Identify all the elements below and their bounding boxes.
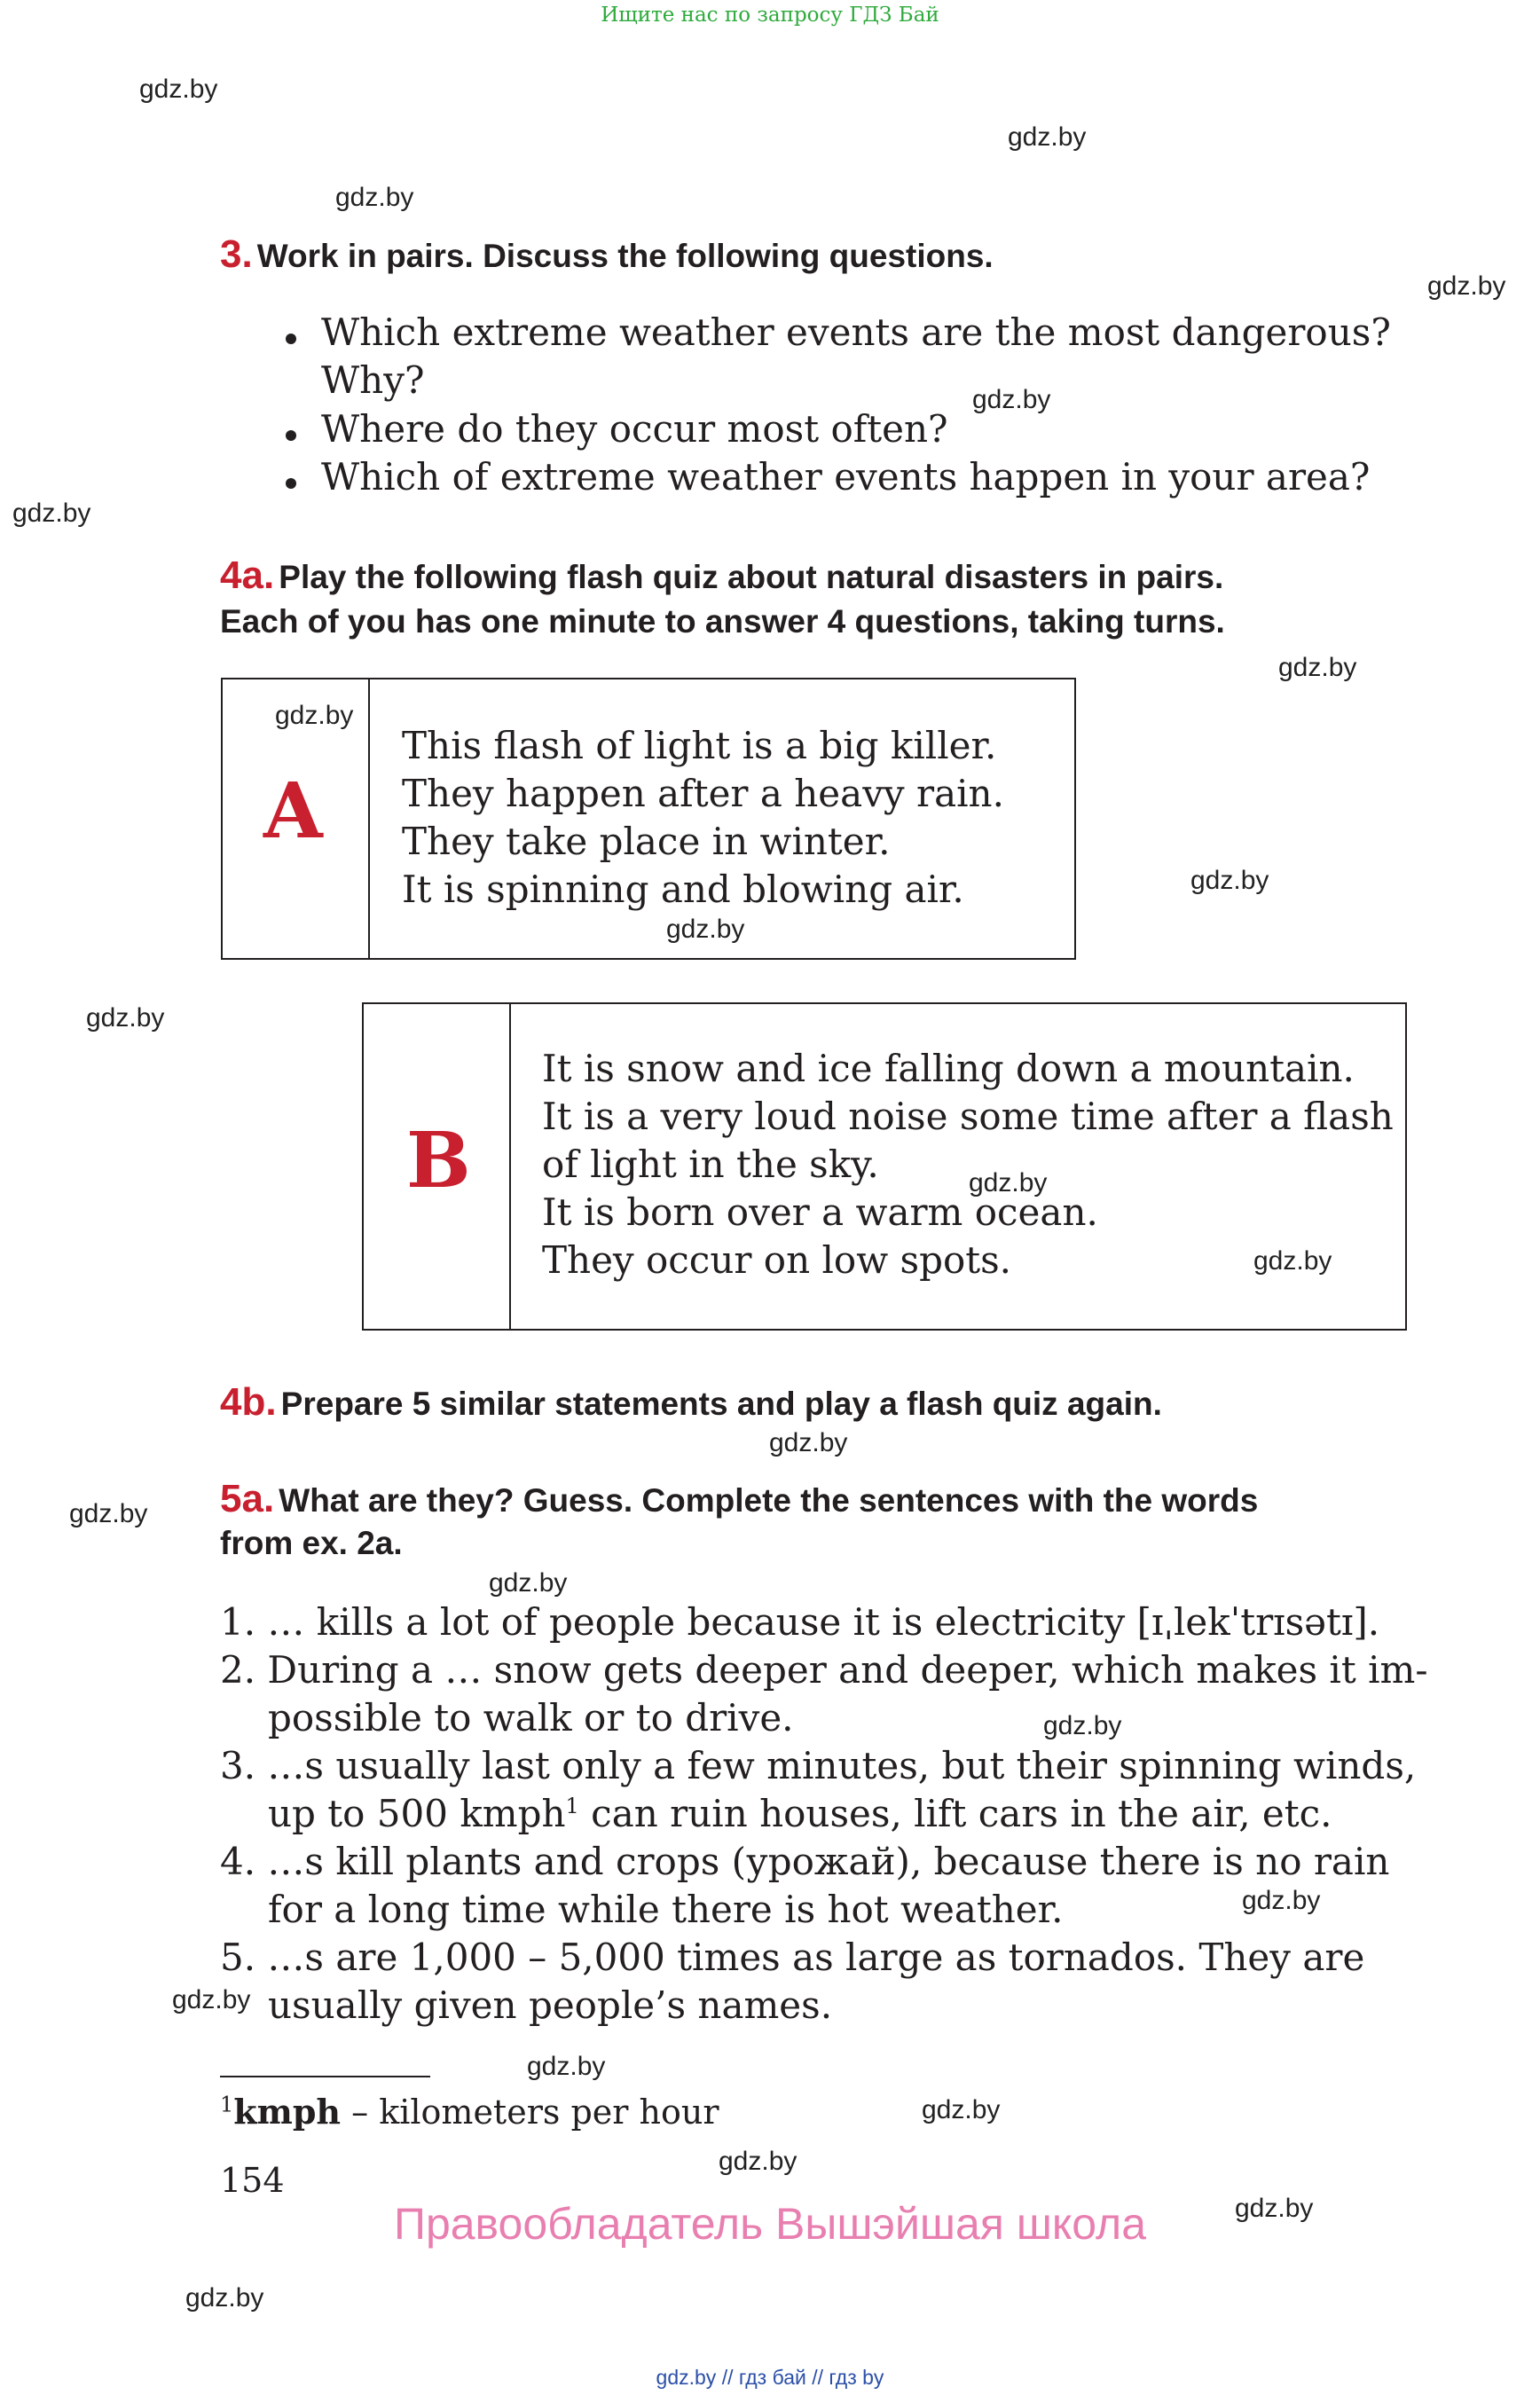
footnote — [220, 2092, 719, 2132]
watermark: gdz.by — [527, 2052, 606, 2081]
watermark: gdz.by — [12, 499, 91, 528]
watermark: gdz.by — [1043, 1711, 1122, 1740]
watermark: gdz.by — [969, 1168, 1048, 1198]
sentence-text: can ruin houses, lift cars in the air, etc. — [591, 1792, 1332, 1835]
quiz-statement: It is spinning and blowing air. — [402, 868, 964, 911]
watermark: gdz.by — [769, 1428, 848, 1457]
sentence-item: usually given people’s names. — [268, 1983, 833, 2027]
top-banner: Ищите нас по запросу ГДЗ Бай — [601, 4, 939, 27]
exercise-3-heading — [220, 232, 994, 277]
watermark: gdz.by — [1427, 271, 1506, 301]
sentence-item: 2. During a … snow gets deeper and deeper, which makes it im- — [220, 1648, 1428, 1692]
sentence-text: up to 500 kmph — [268, 1792, 566, 1835]
watermark: gdz.by — [1008, 122, 1087, 152]
sentence-item: 3. …s usually last only a few minutes, but their spinning winds, — [220, 1744, 1417, 1787]
watermark: gdz.by — [1235, 2194, 1314, 2223]
question-item: Which extreme weather events are the most dangerous? — [321, 310, 1391, 354]
watermark: gdz.by — [185, 2283, 264, 2313]
page-number: 154 — [220, 2161, 285, 2200]
watermark: gdz.by — [1242, 1886, 1321, 1915]
sentence-item — [268, 1792, 1332, 1835]
quiz-statement: They take place in winter. — [402, 820, 891, 863]
watermark: gdz.by — [719, 2147, 798, 2176]
quiz-statement: of light in the sky. — [542, 1143, 879, 1186]
watermark: gdz.by — [86, 1003, 165, 1033]
exercise-instruction: Work in pairs. Discuss the following questions. — [256, 238, 994, 274]
sentence-item: 1. … kills a lot of people because it is electricity [ɪˌlekˈtrɪsətɪ]. — [220, 1600, 1380, 1644]
question-item: Which of extreme weather events happen in your area? — [321, 455, 1371, 499]
exercise-instruction: Play the following flash quiz about natural disasters in pairs. — [279, 559, 1224, 595]
bottom-links[interactable]: gdz.by // гдз бай // гдз by — [656, 2366, 884, 2389]
quiz-letter: A — [263, 766, 323, 856]
exercise-4b-heading — [220, 1380, 1162, 1425]
watermark: gdz.by — [666, 915, 745, 944]
footnote-definition: – kilometers per hour — [351, 2093, 719, 2132]
bullet-icon — [286, 334, 296, 344]
footnote-term: kmph — [233, 2092, 342, 2132]
watermark: gdz.by — [922, 2095, 1001, 2124]
watermark: gdz.by — [172, 1985, 251, 2014]
question-item: Where do they occur most often? — [321, 407, 948, 451]
exercise-number: 5a. — [220, 1477, 275, 1520]
exercise-instruction: Prepare 5 similar statements and play a flash quiz again. — [280, 1386, 1162, 1422]
exercise-instruction: from ex. 2a. — [220, 1525, 403, 1561]
quiz-statement: It is a very loud noise some time after a flash — [542, 1095, 1394, 1138]
watermark: gdz.by — [69, 1499, 148, 1528]
watermark: gdz.by — [335, 183, 414, 212]
watermark: gdz.by — [1253, 1246, 1332, 1276]
exercise-instruction: What are they? Guess. Complete the sentences with the words — [279, 1482, 1259, 1519]
exercise-instruction: Each of you has one minute to answer 4 questions, taking turns. — [220, 603, 1225, 640]
exercise-number: 3. — [220, 232, 253, 276]
watermark: gdz.by — [1278, 653, 1357, 682]
question-item: Why? — [321, 358, 425, 402]
quiz-box-a — [221, 678, 1076, 960]
exercise-number: 4a. — [220, 554, 275, 597]
quiz-statement: They happen after a heavy rain. — [402, 772, 1004, 815]
sentence-item: 5. …s are 1,000 – 5,000 times as large as tornados. They are — [220, 1936, 1365, 1979]
watermark: gdz.by — [139, 75, 218, 104]
exercise-number: 4b. — [220, 1380, 277, 1424]
sentence-item: 4. …s kill plants and crops (урожай), because there is no rain — [220, 1840, 1390, 1883]
watermark: gdz.by — [972, 385, 1051, 414]
watermark: gdz.by — [275, 701, 354, 730]
bullet-icon — [286, 430, 296, 441]
watermark: gdz.by — [1190, 866, 1269, 895]
quiz-statement: This flash of light is a big killer. — [402, 724, 997, 767]
sentence-item: for a long time while there is hot weather. — [268, 1888, 1064, 1931]
quiz-box-b — [362, 1002, 1407, 1331]
divider — [509, 1004, 511, 1329]
bullet-icon — [286, 478, 296, 489]
copyright-notice: Правообладатель Вышэйшая школа — [394, 2199, 1146, 2249]
quiz-statement: It is born over a warm ocean. — [542, 1190, 1098, 1234]
divider — [368, 679, 370, 958]
watermark: gdz.by — [489, 1568, 568, 1598]
quiz-statement: It is snow and ice falling down a mountain. — [542, 1047, 1355, 1090]
quiz-statement: They occur on low spots. — [542, 1238, 1012, 1282]
footnote-rule — [220, 2076, 430, 2077]
footnote-marker: 1 — [220, 2092, 234, 2117]
sentence-item: possible to walk or to drive. — [268, 1696, 794, 1739]
footnote-reference: 1 — [565, 1794, 579, 1818]
quiz-letter: B — [406, 1116, 471, 1205]
